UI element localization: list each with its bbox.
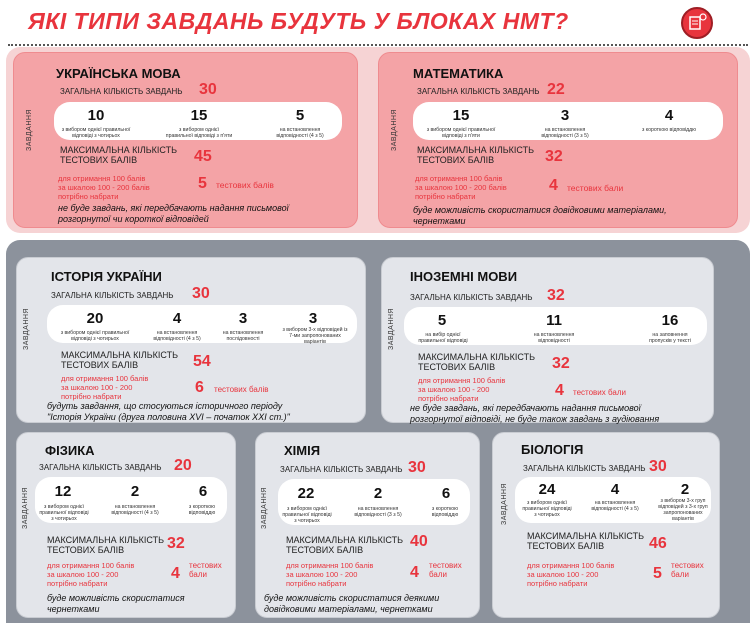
points-label: тестових бали bbox=[671, 561, 704, 579]
max-label: МАКСИМАЛЬНА КІЛЬКІСТЬ ТЕСТОВИХ БАЛІВ bbox=[60, 145, 178, 165]
task-count: 16 bbox=[661, 312, 679, 329]
task-caption: з вибором однієї правильної відповіді з чотирьох bbox=[60, 330, 130, 342]
task-caption: на встановлення відповідності (4 з 5) bbox=[111, 504, 159, 516]
task-caption: з короткою відповіддю bbox=[431, 506, 459, 518]
side-label: ЗАВДАННЯ bbox=[391, 109, 398, 151]
card-title: ХІМІЯ bbox=[284, 443, 321, 458]
task-caption: на встановлення відповідності bbox=[533, 332, 575, 344]
total-value: 32 bbox=[547, 287, 565, 304]
side-label: ЗАВДАННЯ bbox=[22, 487, 29, 529]
max-label: МАКСИМАЛЬНА КІЛЬКІСТЬ ТЕСТОВИХ БАЛІВ bbox=[286, 535, 404, 555]
total-value: 30 bbox=[199, 81, 217, 98]
task-count: 2 bbox=[680, 481, 690, 498]
task-caption: з вибором однієї правильної відповіді з чотирьох bbox=[61, 127, 131, 139]
card-note: не буде завдань, які передбачають надання письмової розгорнутої відповіді, не буде також завдань з аудіювання bbox=[410, 403, 660, 424]
task-count: 2 bbox=[130, 483, 140, 500]
points-label: тестових балів bbox=[214, 385, 269, 394]
task-caption: з вибором 3-х груп відповідей з 3-х груп запропонованих варіантів bbox=[658, 498, 708, 522]
max-value: 40 bbox=[410, 533, 428, 550]
task-count: 6 bbox=[198, 483, 208, 500]
max-value: 54 bbox=[193, 353, 211, 370]
card-title: ФІЗИКА bbox=[45, 443, 95, 458]
points-label: тестових бали bbox=[567, 183, 624, 193]
total-label: ЗАГАЛЬНА КІЛЬКІСТЬ ЗАВДАНЬ bbox=[60, 87, 183, 96]
task-count: 15 bbox=[190, 107, 208, 124]
max-value: 46 bbox=[649, 535, 667, 552]
side-label: ЗАВДАННЯ bbox=[501, 483, 508, 525]
task-types-pill bbox=[278, 479, 470, 525]
task-caption: з вибором однієї правильної відповіді з чотирьох bbox=[282, 506, 332, 524]
task-count: 20 bbox=[86, 310, 104, 327]
task-caption: на встановлення відповідності (4 з 5) bbox=[153, 330, 201, 342]
total-label: ЗАГАЛЬНА КІЛЬКІСТЬ ЗАВДАНЬ bbox=[523, 464, 646, 473]
max-label: МАКСИМАЛЬНА КІЛЬКІСТЬ ТЕСТОВИХ БАЛІВ bbox=[418, 352, 536, 372]
need-value: 6 bbox=[195, 379, 204, 396]
total-value: 30 bbox=[192, 285, 210, 302]
max-value: 45 bbox=[194, 148, 212, 165]
total-value: 22 bbox=[547, 81, 565, 98]
logo-icon bbox=[681, 7, 713, 39]
requirement-text: для отримання 100 балів за шкалою 100 - 200 потрібно набрати bbox=[61, 374, 149, 401]
card-note: буде можливість скористатися чернетками bbox=[47, 593, 185, 614]
task-caption: на встановлення відповідності (4 з 5) bbox=[591, 500, 639, 512]
card-physics bbox=[16, 432, 236, 618]
card-note: будуть завдання, що стосуються історичного періоду "Історія України (друга половина XVI – початок XXI ст.)" bbox=[47, 401, 290, 422]
side-label: ЗАВДАННЯ bbox=[388, 308, 395, 350]
task-caption: з короткою відповіддю bbox=[188, 504, 216, 516]
task-caption: з вибором однієї правильної відповіді з п'яти bbox=[165, 127, 233, 139]
card-note: буде можливість скористатися деякими довідковими матеріалами, чернетками bbox=[264, 593, 440, 614]
task-count: 24 bbox=[538, 481, 556, 498]
task-count: 3 bbox=[308, 310, 318, 327]
total-label: ЗАГАЛЬНА КІЛЬКІСТЬ ЗАВДАНЬ bbox=[39, 463, 162, 472]
card-biology bbox=[492, 432, 720, 618]
card-title: БІОЛОГІЯ bbox=[521, 442, 584, 457]
max-value: 32 bbox=[167, 535, 185, 552]
requirement-text: для отримання 100 балів за шкалою 100 - 200 потрібно набрати bbox=[286, 561, 374, 588]
task-types-pill bbox=[413, 102, 723, 140]
card-title: ІНОЗЕМНІ МОВИ bbox=[410, 269, 518, 284]
need-value: 4 bbox=[171, 565, 180, 582]
need-value: 4 bbox=[410, 564, 419, 581]
task-count: 2 bbox=[373, 485, 383, 502]
card-history bbox=[16, 257, 366, 423]
task-count: 4 bbox=[610, 481, 620, 498]
max-label: МАКСИМАЛЬНА КІЛЬКІСТЬ ТЕСТОВИХ БАЛІВ bbox=[61, 350, 179, 370]
points-label: тестових бали bbox=[429, 561, 462, 579]
card-foreign-languages bbox=[381, 257, 714, 423]
total-value: 20 bbox=[174, 457, 192, 474]
task-count: 3 bbox=[238, 310, 248, 327]
need-value: 4 bbox=[555, 382, 564, 399]
side-label: ЗАВДАННЯ bbox=[26, 109, 33, 151]
card-ukrainian bbox=[13, 52, 358, 228]
card-title: УКРАЇНСЬКА МОВА bbox=[56, 66, 181, 81]
task-caption: з вибором однієї правильної відповіді з чотирьох bbox=[39, 504, 89, 522]
task-count: 15 bbox=[452, 107, 470, 124]
total-value: 30 bbox=[408, 459, 426, 476]
card-note: не буде завдань, які передбачають надання письмової розгорнутої чи короткої відповідей bbox=[58, 203, 289, 224]
page-title: ЯКІ ТИПИ ЗАВДАНЬ БУДУТЬ У БЛОКАХ НМТ? bbox=[28, 8, 569, 34]
total-label: ЗАГАЛЬНА КІЛЬКІСТЬ ЗАВДАНЬ bbox=[51, 291, 174, 300]
task-types-pill bbox=[515, 477, 711, 523]
total-label: ЗАГАЛЬНА КІЛЬКІСТЬ ЗАВДАНЬ bbox=[280, 465, 403, 474]
max-value: 32 bbox=[545, 148, 563, 165]
task-types-pill bbox=[35, 477, 227, 523]
task-caption: з короткою відповіддю bbox=[641, 127, 697, 133]
need-value: 5 bbox=[198, 175, 207, 192]
total-label: ЗАГАЛЬНА КІЛЬКІСТЬ ЗАВДАНЬ bbox=[417, 87, 540, 96]
task-caption: з вибором 3-х відповідей із 7-ми запропонованих варіантів bbox=[282, 327, 348, 345]
card-note: буде можливість скористатися довідковими матеріалами, чернетками bbox=[413, 205, 667, 226]
task-caption: на встановлення відповідності (3 з 5) bbox=[354, 506, 402, 518]
task-count: 11 bbox=[546, 312, 562, 329]
card-title: МАТЕМАТИКА bbox=[413, 66, 504, 81]
side-label: ЗАВДАННЯ bbox=[261, 487, 268, 529]
max-label: МАКСИМАЛЬНА КІЛЬКІСТЬ ТЕСТОВИХ БАЛІВ bbox=[47, 535, 165, 555]
task-caption: з вибором однієї правильної відповіді з п'яти bbox=[426, 127, 496, 139]
card-title: ІСТОРІЯ УКРАЇНИ bbox=[51, 269, 162, 284]
task-types-pill bbox=[54, 102, 342, 140]
task-count: 5 bbox=[437, 312, 447, 329]
requirement-text: для отримання 100 балів за шкалою 100 - 200 потрібно набрати bbox=[418, 376, 506, 403]
max-value: 32 bbox=[552, 355, 570, 372]
card-math bbox=[378, 52, 738, 228]
task-count: 4 bbox=[172, 310, 182, 327]
total-label: ЗАГАЛЬНА КІЛЬКІСТЬ ЗАВДАНЬ bbox=[410, 293, 533, 302]
task-count: 10 bbox=[87, 107, 105, 124]
task-caption: на встановлення відповідності (4 з 5) bbox=[276, 127, 324, 139]
task-caption: з вибором однієї правильної відповіді з чотирьох bbox=[522, 500, 572, 518]
task-count: 4 bbox=[664, 107, 674, 124]
task-count: 6 bbox=[441, 485, 451, 502]
need-value: 5 bbox=[653, 565, 662, 582]
task-caption: на встановлення послідовності bbox=[222, 330, 264, 342]
task-caption: на встановлення відповідності (3 з 5) bbox=[541, 127, 589, 139]
requirement-text: для отримання 100 балів за шкалою 100 - 200 потрібно набрати bbox=[527, 561, 615, 588]
side-label: ЗАВДАННЯ bbox=[23, 308, 30, 350]
requirement-text: для отримання 100 балів за шкалою 100 - 200 потрібно набрати bbox=[47, 561, 135, 588]
total-value: 30 bbox=[649, 458, 667, 475]
requirement-text: для отримання 100 балів за шкалою 100 - 200 балів потрібно набрати bbox=[415, 174, 507, 201]
max-label: МАКСИМАЛЬНА КІЛЬКІСТЬ ТЕСТОВИХ БАЛІВ bbox=[527, 531, 645, 551]
requirement-text: для отримання 100 балів за шкалою 100 - 200 балів потрібно набрати bbox=[58, 174, 150, 201]
divider bbox=[8, 44, 748, 46]
max-label: МАКСИМАЛЬНА КІЛЬКІСТЬ ТЕСТОВИХ БАЛІВ bbox=[417, 145, 535, 165]
task-count: 22 bbox=[297, 485, 315, 502]
task-count: 5 bbox=[295, 107, 305, 124]
task-count: 3 bbox=[560, 107, 570, 124]
task-types-pill bbox=[404, 307, 707, 345]
need-value: 4 bbox=[549, 177, 558, 194]
task-count: 12 bbox=[54, 483, 72, 500]
card-chemistry bbox=[255, 432, 480, 618]
points-label: тестових бали bbox=[189, 561, 222, 579]
points-label: тестових балів bbox=[216, 180, 274, 190]
task-caption: на заповнення пропусків у тексті bbox=[649, 332, 691, 344]
task-types-pill bbox=[47, 305, 357, 343]
points-label: тестових бали bbox=[573, 388, 626, 397]
task-caption: на вибір однієї правильної відповіді bbox=[418, 332, 468, 344]
